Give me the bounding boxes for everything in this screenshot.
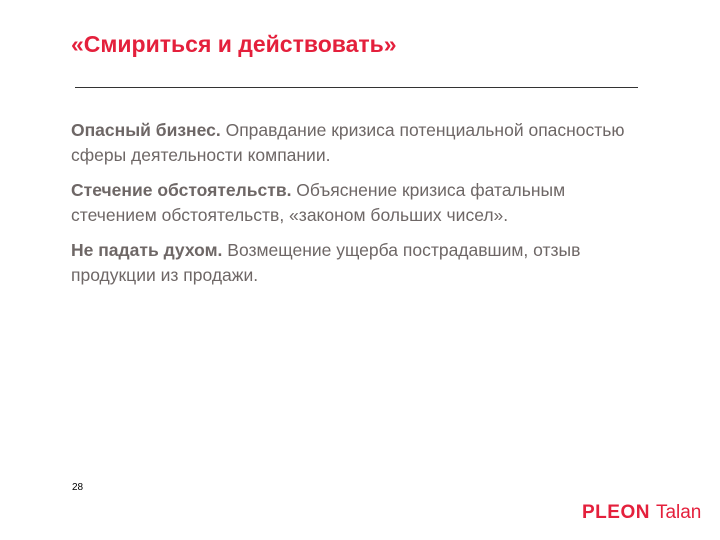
- company-logo: [582, 502, 701, 524]
- paragraph-text: Объяснение кризиса фатальным стечением обстоятельств, «законом больших чисел».: [71, 180, 566, 225]
- slide-title: «Смириться и действовать»: [71, 31, 397, 57]
- title-divider: [75, 87, 638, 88]
- logo-brand: PLEON: [582, 502, 650, 523]
- paragraph-text: Оправдание кризиса потенциальной опасностью сферы деятельности компании.: [71, 120, 625, 165]
- page-number: 28: [72, 482, 84, 493]
- paragraph-text: Возмещение ущерба пострадавшим, отзыв продукции из продажи.: [71, 240, 581, 285]
- paragraph-dangerous-business: [71, 118, 651, 168]
- paragraph-lead: Не падать духом.: [71, 240, 223, 260]
- logo-sub: Talan: [655, 502, 702, 523]
- slide-content: [71, 118, 651, 298]
- paragraph-circumstances: [71, 178, 651, 228]
- paragraph-keep-spirit: [71, 238, 651, 288]
- paragraph-lead: Опасный бизнес.: [71, 120, 221, 140]
- paragraph-lead: Стечение обстоятельств.: [71, 180, 292, 200]
